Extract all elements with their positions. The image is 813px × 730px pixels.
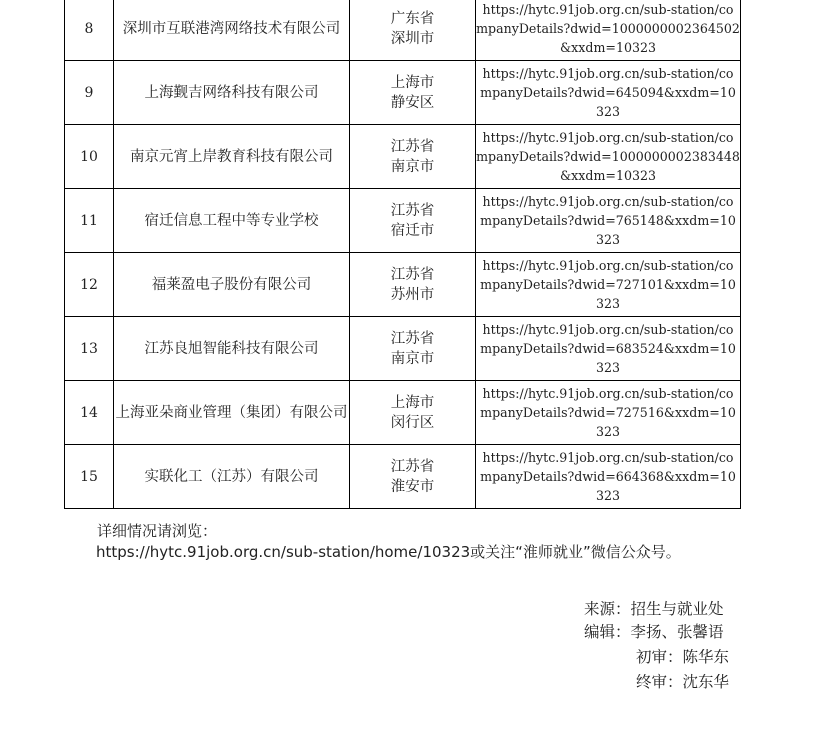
company-url[interactable] xyxy=(476,189,741,253)
table-row xyxy=(65,445,741,509)
location-province: 上海市 xyxy=(390,394,435,411)
url-line[interactable]: 323 xyxy=(595,296,621,311)
location-city: 宿迁市 xyxy=(390,222,435,239)
company-name: 江苏良旭智能科技有限公司 xyxy=(114,317,350,381)
url-line[interactable]: mpanyDetails?dwid=683524&xxdm=10 xyxy=(480,341,736,356)
company-location xyxy=(350,253,476,317)
row-number: 15 xyxy=(65,445,114,509)
company-url[interactable] xyxy=(476,125,741,189)
url-line[interactable]: mpanyDetails?dwid=765148&xxdm=10 xyxy=(480,213,736,228)
company-name: 福莱盈电子股份有限公司 xyxy=(114,253,350,317)
company-location xyxy=(350,381,476,445)
location-city: 南京市 xyxy=(390,158,435,175)
source-line: 来源：招生与就业处 xyxy=(584,600,724,618)
first-review-line: 初审：陈华东 xyxy=(636,648,730,666)
location-province: 江苏省 xyxy=(390,458,435,475)
location-city: 淮安市 xyxy=(390,478,435,495)
location-province: 广东省 xyxy=(390,10,435,27)
company-url[interactable] xyxy=(476,381,741,445)
url-line[interactable]: mpanyDetails?dwid=645094&xxdm=10 xyxy=(480,85,736,100)
location-province: 江苏省 xyxy=(390,266,435,283)
url-line[interactable]: 323 xyxy=(595,488,621,503)
location-province: 江苏省 xyxy=(390,138,435,155)
url-line[interactable]: &xxdm=10323 xyxy=(559,168,657,183)
company-name: 南京元宵上岸教育科技有限公司 xyxy=(114,125,350,189)
intro-text: 详细情况请浏览： xyxy=(97,522,218,540)
row-number: 13 xyxy=(65,317,114,381)
company-url[interactable] xyxy=(476,61,741,125)
row-number: 11 xyxy=(65,189,114,253)
url-line[interactable]: mpanyDetails?dwid=664368&xxdm=10 xyxy=(480,469,736,484)
link-paragraph[interactable]: https://hytc.91job.org.cn/sub-station/home/10323或关注“淮师就业”微信公众号。 xyxy=(96,543,681,561)
table-row xyxy=(65,189,741,253)
row-number: 14 xyxy=(65,381,114,445)
company-url[interactable] xyxy=(476,445,741,509)
location-province: 江苏省 xyxy=(390,202,435,219)
url-line[interactable]: https://hytc.91job.org.cn/sub-station/co xyxy=(482,450,734,465)
company-location xyxy=(350,189,476,253)
company-name: 宿迁信息工程中等专业学校 xyxy=(114,189,350,253)
company-url[interactable] xyxy=(476,0,741,61)
company-name: 深圳市互联港湾网络技术有限公司 xyxy=(114,0,350,61)
location-province: 江苏省 xyxy=(390,330,435,347)
final-review-line: 终审：沈东华 xyxy=(636,673,730,691)
url-line[interactable]: https://hytc.91job.org.cn/sub-station/co xyxy=(482,130,734,145)
company-table-body xyxy=(65,0,741,509)
row-number: 9 xyxy=(65,61,114,125)
table-row xyxy=(65,253,741,317)
url-line[interactable]: 323 xyxy=(595,360,621,375)
location-province: 上海市 xyxy=(390,74,435,91)
row-number: 10 xyxy=(65,125,114,189)
url-line[interactable]: https://hytc.91job.org.cn/sub-station/co xyxy=(482,386,734,401)
url-line[interactable]: mpanyDetails?dwid=727516&xxdm=10 xyxy=(480,405,736,420)
url-line[interactable]: https://hytc.91job.org.cn/sub-station/co xyxy=(482,258,734,273)
company-name: 上海亚朵商业管理（集团）有限公司 xyxy=(114,381,350,445)
company-location xyxy=(350,317,476,381)
company-location xyxy=(350,125,476,189)
row-number: 12 xyxy=(65,253,114,317)
company-location xyxy=(350,0,476,61)
company-name: 实联化工（江苏）有限公司 xyxy=(114,445,350,509)
company-location xyxy=(350,445,476,509)
url-line[interactable]: https://hytc.91job.org.cn/sub-station/co xyxy=(482,322,734,337)
url-line[interactable]: &xxdm=10323 xyxy=(559,40,657,55)
url-line[interactable]: https://hytc.91job.org.cn/sub-station/co xyxy=(482,2,734,17)
url-line[interactable]: https://hytc.91job.org.cn/sub-station/co xyxy=(482,194,734,209)
url-line[interactable]: https://hytc.91job.org.cn/sub-station/co xyxy=(482,66,734,81)
url-line[interactable]: mpanyDetails?dwid=1000000002364502 xyxy=(476,21,740,36)
location-city: 南京市 xyxy=(390,350,435,367)
table-row xyxy=(65,0,741,61)
table-row xyxy=(65,317,741,381)
company-url[interactable] xyxy=(476,253,741,317)
row-number: 8 xyxy=(65,0,114,61)
url-line[interactable]: 323 xyxy=(595,104,621,119)
table-row xyxy=(65,381,741,445)
url-line[interactable]: 323 xyxy=(595,424,621,439)
table-row xyxy=(65,125,741,189)
company-location xyxy=(350,61,476,125)
url-line[interactable]: mpanyDetails?dwid=727101&xxdm=10 xyxy=(480,277,736,292)
location-city: 深圳市 xyxy=(390,30,435,47)
table-row xyxy=(65,61,741,125)
location-city: 闵行区 xyxy=(390,414,435,431)
location-city: 静安区 xyxy=(390,94,435,111)
company-url[interactable] xyxy=(476,317,741,381)
url-line[interactable]: mpanyDetails?dwid=1000000002383448 xyxy=(476,149,740,164)
company-table xyxy=(64,0,741,509)
editors-line: 编辑：李扬、张馨语 xyxy=(584,623,724,641)
url-line[interactable]: 323 xyxy=(595,232,621,247)
location-city: 苏州市 xyxy=(390,286,435,303)
company-name: 上海觐吉网络科技有限公司 xyxy=(114,61,350,125)
